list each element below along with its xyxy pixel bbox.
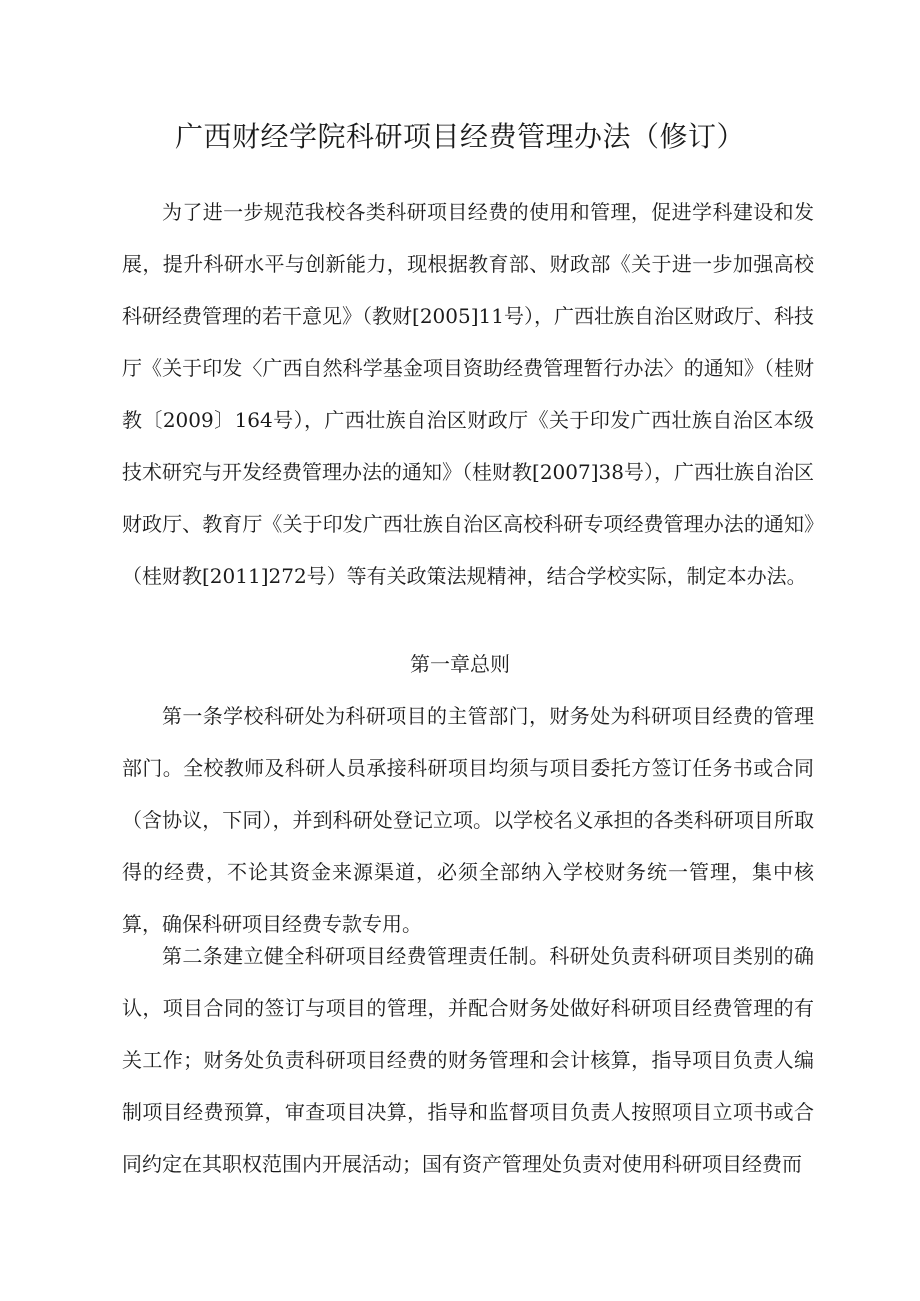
- document-title: 广西财经学院科研项目经费管理办法（修订）: [174, 120, 745, 153]
- chapter-heading: 第一章总则: [410, 652, 510, 676]
- article-1-paragraph: 第一条学校科研处为科研项目的主管部门，财务处为科研项目经费的管理部门。全校教师及科研人员承接科研项目均须与项目委托方签订任务书或合同（含协议，下同），并到科研处登记立项。以学校名义承担的各类科研项目所取得的经费，不论其资金来源渠道，必须全部纳入学校财务统一管理，集中核算，确保科研项目经费专款专用。: [122, 704, 814, 936]
- preamble-paragraph: 为了进一步规范我校各类科研项目经费的使用和管理，促进学科建设和发展，提升科研水平与创新能力，现根据教育部、财政部《关于进一步加强高校科研经费管理的若干意见》（教财[2005]11号），广西壮族自治区财政厅、科技厅《关于印发〈广西自然科学基金项目资助经费管理暂行办法〉的通知》（桂财教〔2009〕164号），广西壮族自治区财政厅《关于印发广西壮族自治区本级技术研究与开发经费管理办法的通知》（桂财教[2007]38号），广西壮族自治区财政厅、教育厅《关于印发广西壮族自治区高校科研专项经费管理办法的通知》（桂财教[2011]272号）等有关政策法规精神，结合学校实际，制定本办法。: [122, 200, 814, 588]
- article-2-paragraph: 第二条建立健全科研项目经费管理责任制。科研处负责科研项目类别的确认，项目合同的签订与项目的管理，并配合财务处做好科研项目经费管理的有关工作；财务处负责科研项目经费的财务管理和会计核算，指导项目负责人编制项目经费预算，审查项目决算，指导和监督项目负责人按照项目立项书或合同约定在其职权范围内开展活动；国有资产管理处负责对使用科研项目经费而: [122, 944, 814, 1176]
